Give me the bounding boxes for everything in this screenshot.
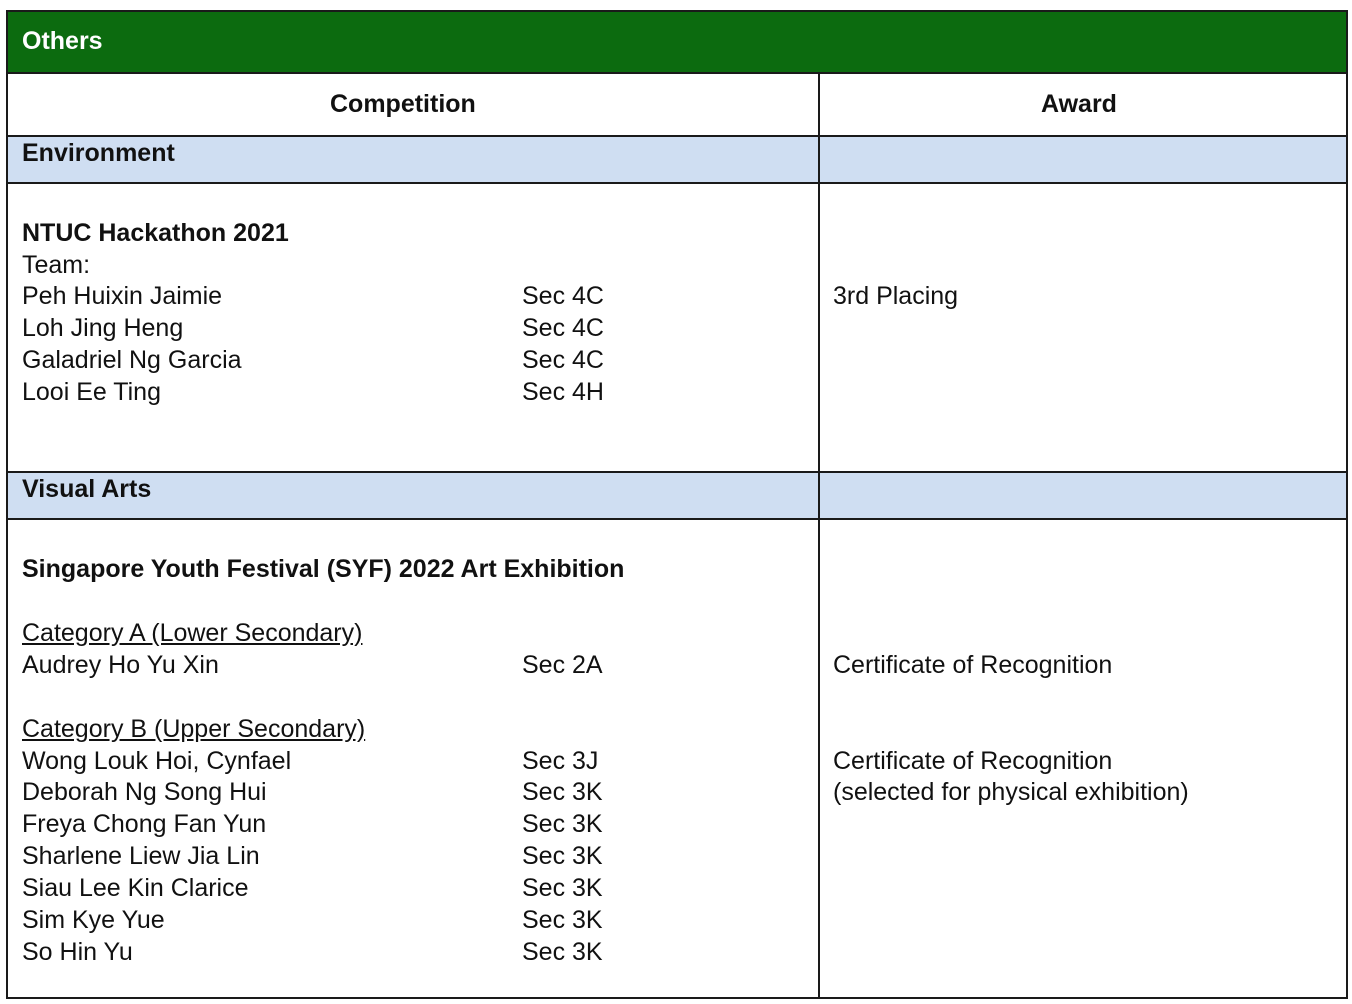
member-class: Sec 4H [522,378,604,406]
member-name: Siau Lee Kin Clarice [22,874,249,902]
category-label: Category A (Lower Secondary) [22,619,363,647]
member-class: Sec 2A [522,651,603,679]
member-name: So Hin Yu [22,938,133,966]
member-name: Audrey Ho Yu Xin [22,651,219,679]
column-header-award: Award [1041,90,1117,118]
column-divider [818,74,820,997]
award-text: Certificate of Recognition [833,747,1113,775]
member-class: Sec 4C [522,346,604,374]
team-label: Team: [22,251,91,279]
section-title-visual-arts: Visual Arts [22,475,152,503]
member-name: Freya Chong Fan Yun [22,810,267,838]
column-header-competition: Competition [330,90,476,118]
member-name: Loh Jing Heng [22,314,184,342]
member-class: Sec 4C [522,282,604,310]
award-text: 3rd Placing [833,282,959,310]
member-name: Deborah Ng Song Hui [22,778,267,806]
competition-title: Singapore Youth Festival (SYF) 2022 Art Exhibition [22,555,625,583]
member-class: Sec 3K [522,938,603,966]
award-text: Certificate of Recognition [833,651,1113,679]
member-name: Sim Kye Yue [22,906,165,934]
member-class: Sec 4C [522,314,604,342]
divider [8,182,1346,184]
table-header-bar [8,12,1346,74]
divider [8,518,1346,520]
member-name: Peh Huixin Jaimie [22,282,223,310]
member-class: Sec 3K [522,906,603,934]
table-title: Others [22,27,103,55]
member-name: Looi Ee Ting [22,378,161,406]
member-class: Sec 3J [522,747,599,775]
member-class: Sec 3K [522,778,603,806]
section-band-environment [8,137,1346,182]
member-name: Wong Louk Hoi, Cynfael [22,747,292,775]
section-title-environment: Environment [22,139,175,167]
member-name: Galadriel Ng Garcia [22,346,242,374]
category-label: Category B (Upper Secondary) [22,715,366,743]
competition-title: NTUC Hackathon 2021 [22,219,289,247]
member-class: Sec 3K [522,842,603,870]
awards-table [6,10,1348,999]
member-class: Sec 3K [522,874,603,902]
award-note: (selected for physical exhibition) [833,778,1189,806]
member-class: Sec 3K [522,810,603,838]
member-name: Sharlene Liew Jia Lin [22,842,260,870]
section-band-visual-arts [8,473,1346,518]
